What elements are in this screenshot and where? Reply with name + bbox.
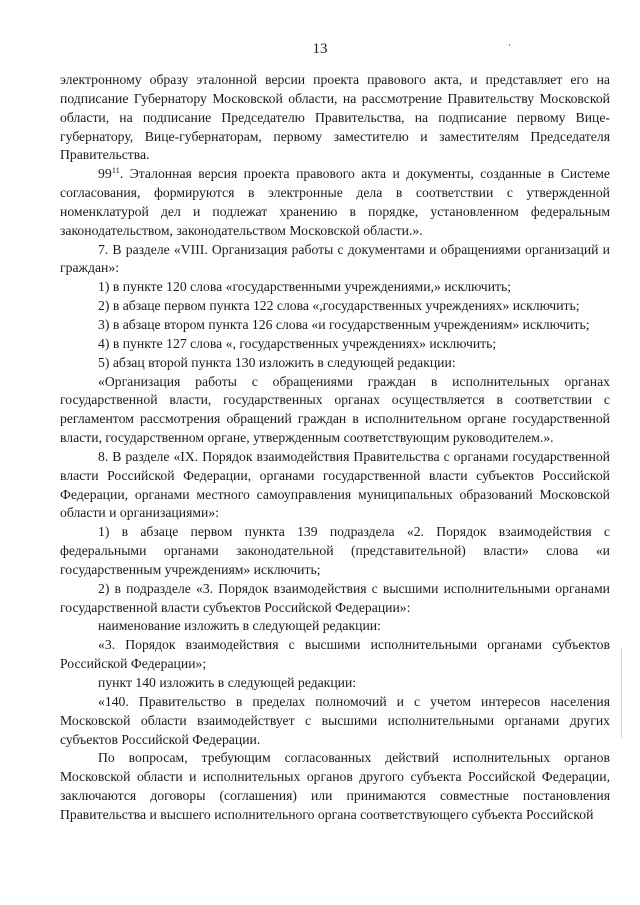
paragraph: пункт 140 изложить в следующей редакции: <box>98 675 357 690</box>
paragraph: По вопросам, требующим согласованных действий исполнительных органов Московской области и исполнительных органов другого субъекта Российской Федерации, заключаются договоры (соглашения) или принимаются совместные постановления Правительства и высшего исполнительного органа соответствующего субъекта Российской <box>60 750 610 822</box>
scan-edge-mark <box>621 648 622 738</box>
list-item: 4) в пункте 127 слова «, государственных учреждениях» исключить; <box>98 335 497 351</box>
list-item: 5) абзац второй пункта 130 изложить в следующей редакции: <box>98 354 456 370</box>
paragraph: электронному образу эталонной версии проекта правового акта, и представляет его на подписание Губернатору Московской области, на рассмотрение Правительству Московской области, на подписание Председателю Правительства, на подписание первому Вице-губернатору, Вице-губернаторам, первому заместителю и заместителям Председателя Правительства. <box>60 72 610 163</box>
paragraph: 8. В разделе «IX. Порядок взаимодействия Правительства с органами государственной власти Российской Федерации, органами государственной власти субъектов Российской Федерации, органами местного самоуправления муниципальных образований Московской области и организациями»: <box>60 448 610 521</box>
paragraph: наименование изложить в следующей редакции: <box>98 618 381 634</box>
paragraph: 7. В разделе «VIII. Организация работы с документами и обращениями организаций и граждан»: <box>60 241 610 276</box>
quoted-paragraph: «3. Порядок взаимодействия с высшими исполнительными органами субъектов Российской Федерации»; <box>60 637 610 672</box>
list-item: 3) в абзаце втором пункта 126 слова «и государственным учреждениям» исключить; <box>98 316 590 332</box>
list-item: 2) в абзаце первом пункта 122 слова «,государственных учреждениях» исключить; <box>98 298 580 314</box>
scan-speck <box>509 44 510 46</box>
item-number: 99 <box>98 166 112 182</box>
document-body <box>60 71 610 825</box>
list-item: 1) в пункте 120 слова «государственными учреждениями,» исключить; <box>98 279 512 295</box>
paragraph-99-11 <box>60 165 610 240</box>
quoted-paragraph: «Организация работы с обращениями граждан в исполнительных органах государственной власти, государственных органах осуществляется в соответствии с регламентом рассмотрения обращений граждан в исполнительном органе государственной власти, государственном органе, утвержденным соответствующим руководителем.». <box>60 373 610 446</box>
item-number-superscript: 11 <box>111 165 120 176</box>
list-item: 2) в подразделе «3. Порядок взаимодействия с высшими исполнительными органами государственной власти субъектов Российской Федерации»: <box>60 580 610 615</box>
page-number: 13 <box>312 41 328 57</box>
list-item: 1) в абзаце первом пункта 139 подраздела «2. Порядок взаимодействия с федеральными органами законодательной (представительной) власти» слова «и государственным учреждениям» исключить; <box>60 524 610 577</box>
quoted-paragraph: «140. Правительство в пределах полномочий и с учетом интересов населения Московской области взаимодействует с высшими исполнительными органами других субъектов Российской Федерации. <box>60 693 610 747</box>
paragraph-text: . Эталонная версия проекта правового акта и документы, созданные в Системе согласования, формируются в электронные дела в соответствии с утвержденной номенклатурой дел и подлежат хранению в порядке, установленном федеральным законодательством, законодательством Московской области.». <box>60 166 610 238</box>
